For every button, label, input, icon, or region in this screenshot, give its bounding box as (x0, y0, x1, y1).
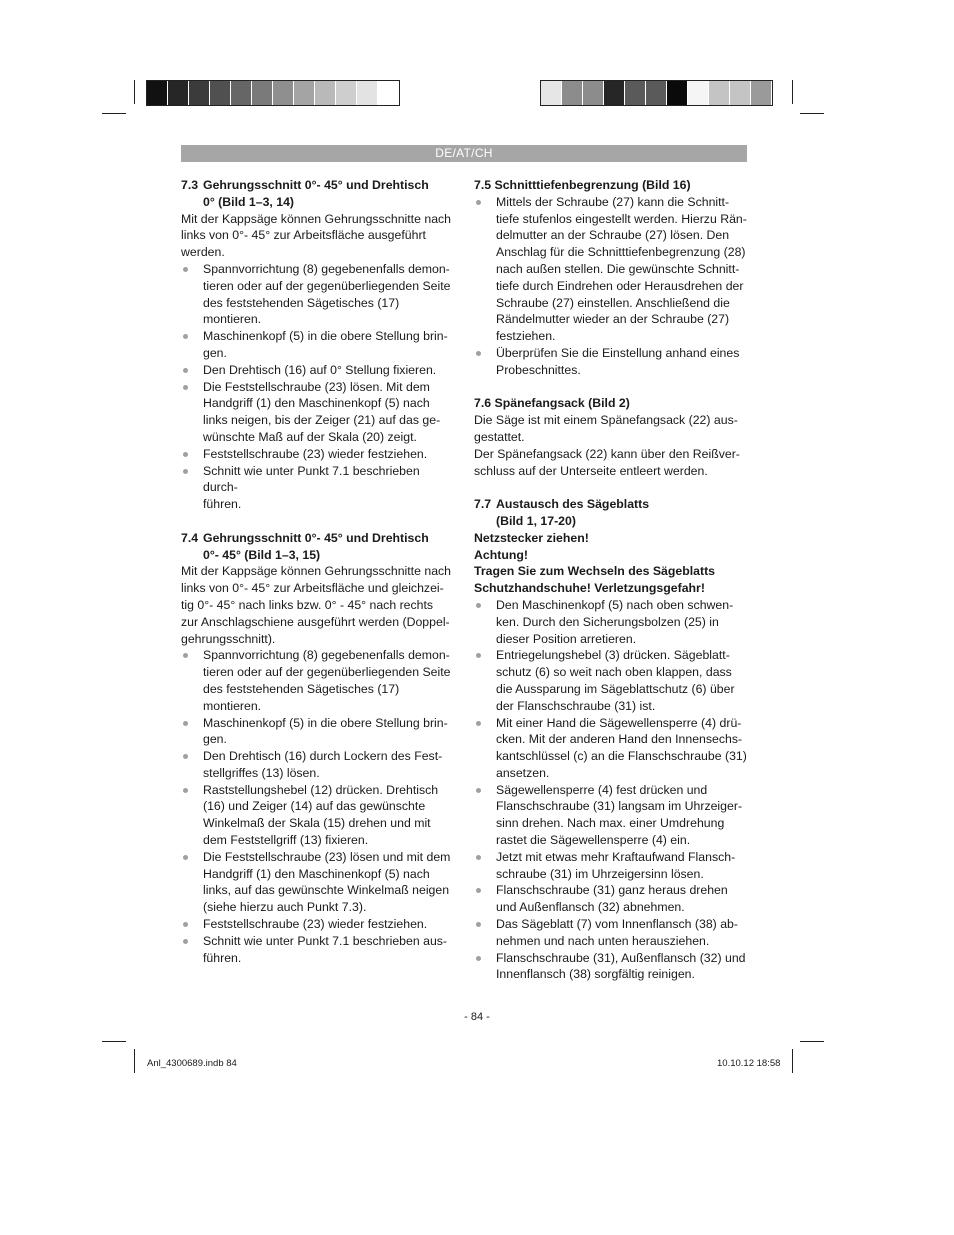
list-item-line: Maschinenkopf (5) in die obere Stellung brin- (203, 329, 448, 344)
list-item-line: Den Drehtisch (16) auf 0° Stellung fixieren. (203, 362, 437, 377)
list-item (181, 849, 455, 916)
list-item-line: (16) und Zeiger (14) auf das gewünschte (203, 799, 426, 814)
list-item-line: schraube (31) im Uhrzeigersinn lösen. (496, 866, 704, 881)
list-item-line: Schraube (27) einstellen. Anschließend die (496, 295, 730, 310)
list-item-line: Flanschschraube (31), Außenflansch (32) und (496, 950, 746, 965)
list-item-line: Winkelmaß der Skala (15) drehen und mit (203, 816, 431, 831)
list-item-line: Handgriff (1) den Maschinenkopf (5) nach (203, 866, 430, 881)
page-number: - 84 - (464, 1011, 490, 1023)
list-item-line: nehmen und nach unten herausziehen. (496, 933, 710, 948)
list-item-line: Sägewellensperre (4) fest drücken und (496, 782, 708, 797)
list-item-line: links, auf das gewünschte Winkelmaß neigen (203, 883, 450, 898)
color-swatch (604, 81, 625, 105)
spacer (474, 379, 748, 396)
list-item-line: rastet die Sägewellensperre (4) ein. (496, 833, 691, 848)
color-swatch (252, 81, 273, 105)
text-line: Mit der Kappsäge können Gehrungsschnitte nach (181, 564, 452, 579)
text-line: gehrungsschnitt). (181, 631, 276, 646)
list-item-line: führen. (203, 950, 242, 965)
list-item-line: des feststehenden Sägetisches (17) montieren. (203, 295, 400, 327)
color-swatch (709, 81, 730, 105)
crop-mark (792, 80, 793, 104)
list-item-line: Den Drehtisch (16) durch Lockern des Fest- (203, 749, 443, 764)
section-number: 7.4 (181, 530, 199, 545)
crop-mark (792, 1049, 793, 1073)
list-item (474, 345, 748, 379)
text-line: Achtung! (474, 547, 528, 562)
section-title-line: 0°- 45° (Bild 1–3, 15) (203, 547, 321, 562)
safety-warning (474, 530, 748, 597)
list-item-line: Raststellungshebel (12) drücken. Drehtisch (203, 782, 439, 797)
list-item-line: Mittels der Schraube (27) kann die Schnitt- (496, 194, 730, 209)
section-number: 7.3 (181, 178, 199, 192)
color-swatch (336, 81, 357, 105)
list-item-line: Rändelmutter wieder an der Schraube (27) (496, 312, 730, 327)
list-item (474, 849, 748, 883)
color-swatch (667, 81, 688, 105)
crop-mark (102, 1041, 126, 1042)
color-swatch (168, 81, 189, 105)
color-swatch (562, 81, 583, 105)
footer-date: 10.10.12 18:58 (717, 1058, 781, 1069)
color-swatch-strip-right (540, 80, 773, 106)
text-line: Schutzhandschuhe! Verletzungsgefahr! (474, 581, 705, 596)
section-7-3 (181, 177, 455, 513)
crop-mark (134, 1049, 135, 1073)
list-item-line: sinn drehen. Nach max. einer Umdrehung (496, 816, 725, 831)
list-item-line: des feststehenden Sägetisches (17) montieren. (203, 681, 400, 713)
color-swatch (357, 81, 378, 105)
list-item-line: festziehen. (496, 329, 556, 344)
bullet-list (474, 597, 748, 983)
list-item-line: Schnitt wie unter Punkt 7.1 beschrieben aus- (203, 933, 448, 948)
list-item (474, 194, 748, 345)
list-item (181, 261, 455, 328)
text-line: links von 0°- 45° zur Arbeitsfläche ausgeführt (181, 228, 426, 243)
spacer (474, 479, 748, 496)
list-item-line: Die Feststellschraube (23) lösen. Mit dem (203, 379, 430, 394)
list-item-line: Feststellschraube (23) wieder festziehen. (203, 917, 428, 932)
text-line: zur Anschlagschiene ausgeführt werden (Doppel- (181, 614, 450, 629)
text-line: Tragen Sie zum Wechseln des Sägeblatts (474, 564, 716, 579)
section-title (474, 496, 748, 530)
list-item-line: kantschlüssel (c) an die Flanschschraube (31) (496, 749, 747, 764)
list-item-line: Flanschschraube (31) langsam im Uhrzeiger- (496, 799, 743, 814)
list-item-line: (siehe hierzu auch Punkt 7.3). (203, 900, 367, 915)
list-item (474, 647, 748, 714)
left-column (181, 177, 455, 966)
list-item-line: Flanschschraube (31) ganz heraus drehen (496, 883, 728, 898)
list-item (474, 782, 748, 849)
list-item-line: der Flanschschraube (31) ist. (496, 698, 656, 713)
section-7-4 (181, 530, 455, 967)
color-swatch (147, 81, 168, 105)
section-title-line: Austausch des Sägeblatts (496, 497, 650, 512)
list-item-line: führen. (203, 497, 242, 512)
list-item (181, 647, 455, 714)
text-line: Die Säge ist mit einem Spänefangsack (22) aus- (474, 413, 738, 428)
color-swatch (646, 81, 667, 105)
list-item-line: dem Feststellgriff (13) fixieren. (203, 833, 369, 848)
list-item (474, 715, 748, 782)
list-item-line: und Außenflansch (32) abnehmen. (496, 900, 685, 915)
list-item (474, 916, 748, 950)
crop-mark (800, 1041, 824, 1042)
section-7-7 (474, 496, 748, 983)
color-swatch (583, 81, 604, 105)
section-number: 7.7 (474, 497, 492, 512)
list-item (474, 882, 748, 916)
list-item-line: Maschinenkopf (5) in die obere Stellung brin- (203, 715, 448, 730)
color-swatch (751, 81, 772, 105)
color-swatch (231, 81, 252, 105)
section-title (181, 177, 455, 211)
bullet-list (474, 194, 748, 379)
color-swatch (189, 81, 210, 105)
list-item (181, 916, 455, 933)
text-line: gestattet. (474, 429, 525, 444)
list-item (181, 748, 455, 782)
list-item-line: Handgriff (1) den Maschinenkopf (5) nach (203, 396, 430, 411)
section-intro (181, 211, 455, 261)
crop-mark (102, 113, 126, 114)
bullet-list (181, 647, 455, 966)
color-swatch (315, 81, 336, 105)
right-column (474, 177, 748, 983)
footer-file-info: Anl_4300689.indb 84 (147, 1058, 237, 1069)
list-item-line: Probeschnittes. (496, 362, 581, 377)
color-swatch (273, 81, 294, 105)
section-text (474, 412, 748, 479)
list-item-line: Feststellschraube (23) wieder festziehen. (203, 446, 428, 461)
list-item-line: nach außen stellen. Die gewünschte Schnitt- (496, 261, 740, 276)
list-item (181, 379, 455, 446)
list-item-line: Den Maschinenkopf (5) nach oben schwen- (496, 597, 734, 612)
color-swatch-strip-left (146, 80, 400, 106)
list-item-line: Spannvorrichtung (8) gegebenenfalls demon- (203, 261, 450, 276)
list-item-line: delmutter an der Schraube (27) lösen. Den (496, 228, 730, 243)
list-item-line: tiefe durch Eindrehen oder Herausdrehen der (496, 278, 744, 293)
list-item (181, 782, 455, 849)
color-swatch (294, 81, 315, 105)
list-item (181, 715, 455, 749)
list-item-line: Überprüfen Sie die Einstellung anhand eines (496, 345, 740, 360)
list-item-line: Innenflansch (38) sorgfältig reinigen. (496, 967, 695, 982)
text-line: schluss auf der Unterseite entleert werden. (474, 463, 708, 478)
list-item-line: stellgriffes (13) lösen. (203, 765, 320, 780)
list-item (181, 933, 455, 967)
crop-mark (800, 113, 824, 114)
crop-mark (134, 80, 135, 104)
list-item-line: Mit einer Hand die Sägewellensperre (4) drü- (496, 715, 742, 730)
list-item-line: tieren oder auf der gegenüberliegenden Seite (203, 278, 451, 293)
list-item-line: ansetzen. (496, 765, 550, 780)
color-swatch (210, 81, 231, 105)
list-item-line: tieren oder auf der gegenüberliegenden Seite (203, 665, 451, 680)
language-header-bar: DE/AT/CH (181, 145, 747, 162)
list-item-line: Jetzt mit etwas mehr Kraftaufwand Flansch- (496, 849, 736, 864)
list-item-line: gen. (203, 345, 227, 360)
section-7-5 (474, 177, 748, 379)
list-item-line: Entriegelungshebel (3) drücken. Sägeblatt- (496, 648, 730, 663)
text-line: links von 0°- 45° zur Arbeitsfläche und gleichzei- (181, 581, 444, 596)
list-item-line: dieser Position arretieren. (496, 631, 637, 646)
list-item (181, 463, 455, 513)
color-swatch (625, 81, 646, 105)
text-line: Der Spänefangsack (22) kann über den Reißver- (474, 446, 740, 461)
list-item-line: Das Sägeblatt (7) vom Innenflansch (38) ab- (496, 917, 738, 932)
list-item-line: Spannvorrichtung (8) gegebenenfalls demon- (203, 648, 450, 663)
text-line: werden. (181, 245, 225, 260)
section-title: 7.5 Schnitttiefenbegrenzung (Bild 16) (474, 178, 691, 192)
list-item-line: wünschte Maß auf der Skala (20) zeigt. (203, 429, 417, 444)
section-title-line: Gehrungsschnitt 0°- 45° und Drehtisch (203, 178, 429, 192)
list-item-line: links neigen, bis der Zeiger (21) auf das ge- (203, 413, 441, 428)
list-item-line: Anschlag für die Schnitttiefenbegrenzung (28) (496, 245, 746, 260)
bullet-list (181, 261, 455, 513)
section-title-line: 0° (Bild 1–3, 14) (203, 194, 295, 209)
list-item-line: die Aussparung im Sägeblattschutz (6) über (496, 681, 735, 696)
list-item (474, 950, 748, 984)
section-title-line: (Bild 1, 17-20) (496, 513, 576, 528)
list-item-line: schutz (6) so weit nach oben klappen, dass (496, 665, 732, 680)
text-line: Netzstecker ziehen! (474, 530, 589, 545)
list-item-line: cken. Mit der anderen Hand den Innensechs- (496, 732, 743, 747)
list-item-line: tiefe stufenlos eingestellt werden. Hierzu Rän- (496, 211, 747, 226)
list-item-line: Die Feststellschraube (23) lösen und mit dem (203, 849, 451, 864)
list-item-line: ken. Durch den Sicherungsbolzen (25) in (496, 614, 719, 629)
section-intro (181, 563, 455, 647)
section-title-line: Gehrungsschnitt 0°- 45° und Drehtisch (203, 530, 429, 545)
color-swatch (730, 81, 751, 105)
section-7-6 (474, 395, 748, 479)
list-item (474, 597, 748, 647)
color-swatch (378, 81, 399, 105)
spacer (181, 513, 455, 530)
color-swatch (688, 81, 709, 105)
text-line: Mit der Kappsäge können Gehrungsschnitte nach (181, 211, 452, 226)
color-swatch (541, 81, 562, 105)
list-item (181, 362, 455, 379)
list-item (181, 446, 455, 463)
list-item-line: Schnitt wie unter Punkt 7.1 beschrieben durch- (203, 463, 420, 495)
list-item-line: gen. (203, 732, 227, 747)
section-title (181, 530, 455, 564)
section-title: 7.6 Spänefangsack (Bild 2) (474, 396, 630, 411)
list-item (181, 328, 455, 362)
text-line: tig 0°- 45° nach links bzw. 0° - 45° nach rechts (181, 597, 434, 612)
